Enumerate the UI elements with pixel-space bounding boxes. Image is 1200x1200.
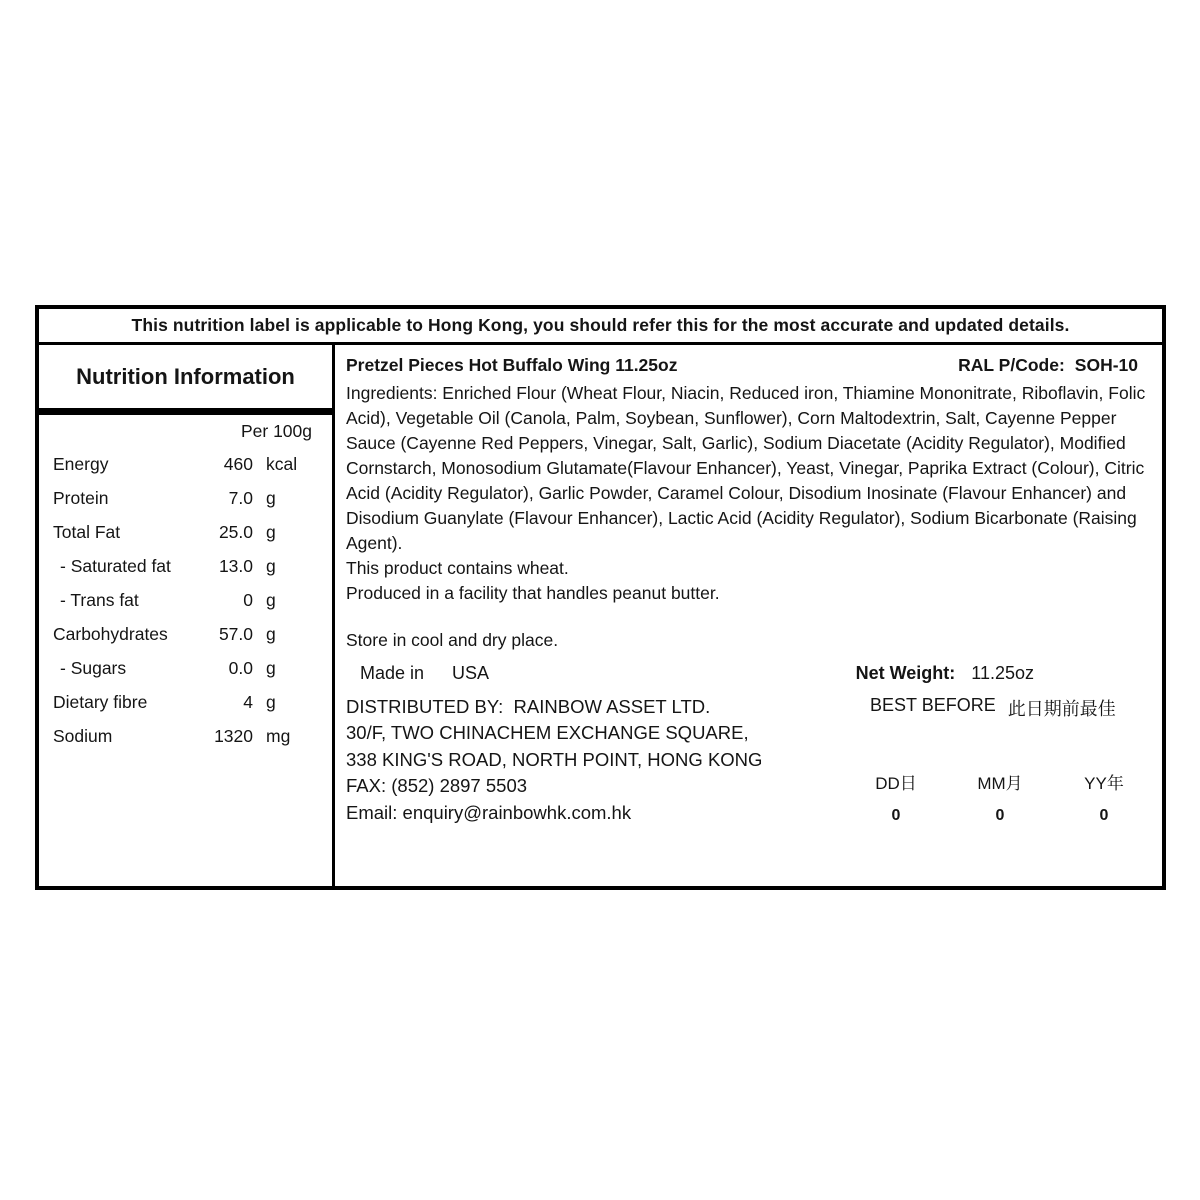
distributor-line: FAX: (852) 2897 5503	[346, 775, 528, 797]
nutrient-value: 460	[223, 453, 253, 474]
date-value-mm: 0	[995, 807, 1005, 824]
net-weight-label: Net Weight:	[855, 662, 956, 683]
nutrient-value: 25.0	[218, 521, 253, 542]
nutrient-label: - Saturated fat	[60, 555, 171, 576]
nutrient-unit: g	[266, 487, 276, 508]
nutrient-unit: g	[266, 623, 276, 644]
nutrient-label: Carbohydrates	[53, 623, 168, 644]
date-value-yy: 0	[1099, 807, 1109, 824]
best-before-label-zh: 此日期前最佳	[1007, 699, 1116, 719]
nutrient-unit: kcal	[266, 453, 298, 474]
nutrition-table	[39, 415, 332, 753]
product-title-row	[346, 353, 1162, 377]
column-header: Per 100g	[240, 420, 312, 441]
nutrient-unit: mg	[266, 725, 291, 746]
nutrient-value: 4	[243, 691, 253, 712]
table-row	[53, 617, 312, 651]
nutrient-value: 0.0	[228, 657, 253, 678]
date-headers	[844, 769, 1156, 794]
divider-bar	[39, 408, 332, 415]
nutrient-value: 7.0	[228, 487, 253, 508]
nutrient-unit: g	[266, 657, 276, 678]
nutrient-label: Protein	[53, 487, 109, 508]
nutrient-value: 0	[243, 589, 253, 610]
distributor-line: Email: enquiry@rainbowhk.com.hk	[346, 801, 632, 823]
table-row	[53, 515, 312, 549]
nutrient-value: 13.0	[218, 555, 253, 576]
nutrition-label	[35, 305, 1166, 890]
product-code-label: RAL P/Code:	[958, 354, 1065, 375]
product-name: Pretzel Pieces Hot Buffalo Wing 11.25oz	[346, 354, 678, 375]
nutrient-label: - Sugars	[60, 657, 127, 678]
nutrient-unit: g	[266, 521, 276, 542]
product-code	[958, 355, 1138, 376]
nutrient-value: 57.0	[218, 623, 253, 644]
date-header-mm: MM月	[977, 774, 1023, 793]
table-row	[53, 719, 312, 753]
product-info-panel	[335, 345, 1162, 886]
table-row	[53, 447, 312, 481]
nutrient-unit: g	[266, 589, 276, 610]
made-in-value: USA	[452, 662, 490, 683]
nutrition-panel-title: Nutrition Information	[76, 363, 295, 389]
table-row	[53, 583, 312, 617]
ingredients-paragraph: Ingredients: Enriched Flour (Wheat Flour, Niacin, Reduced iron, Thiamine Mononitrate, Riboflavin, Folic Acid), Vegetable Oil (Canola, Palm, Soybean, Sunflower), Corn Maltodextrin, Salt, Cayenne Pepper Sauce (Cayenne Red Peppers, Vinegar, Salt, Garlic), Sodium Diacetate (Acidity Regulator), Modified Cornstarch, Monosodium Glutamate(Flavour Enhancer), Yeast, Vinegar, Paprika Extract (Colour), Citric Acid (Acidity Regulator), Garlic Powder, Caramel Colour, Disodium Inosinate (Flavour Enhancer) and Disodium Guanylate (Flavour Enhancer), Lactic Acid (Acidity Regulator), Sodium Bicarbonate (Raising Agent).	[346, 383, 1146, 553]
allergen-statement	[346, 556, 1162, 606]
banner-text: This nutrition label is applicable to Hong Kong, you should refer this for the most accurate and updated details.	[131, 315, 1070, 335]
best-before-title	[844, 695, 1156, 721]
nutrient-label: Energy	[53, 453, 109, 474]
storage-instruction: Store in cool and dry place.	[346, 630, 559, 650]
nutrient-label: Dietary fibre	[53, 691, 148, 712]
table-row	[53, 481, 312, 515]
net-weight	[856, 663, 1034, 684]
applicability-banner	[39, 309, 1162, 345]
origin-netweight-row	[346, 661, 1162, 685]
net-weight-value: 11.25oz	[971, 662, 1034, 683]
date-values	[844, 807, 1156, 825]
distributor-line: DISTRIBUTED BY: RAINBOW ASSET LTD.	[346, 696, 711, 717]
distributor-line: 30/F, TWO CHINACHEM EXCHANGE SQUARE,	[346, 722, 749, 744]
nutrient-value: 1320	[214, 725, 253, 746]
allergen-line: This product contains wheat.	[346, 558, 569, 578]
table-row	[53, 549, 312, 583]
table-row	[53, 651, 312, 685]
best-before-block	[844, 694, 1162, 826]
made-in-label: Made in	[360, 662, 425, 683]
distributor-block	[346, 694, 844, 826]
nutrient-label: Sodium	[53, 725, 113, 746]
date-header-yy: YY年	[1084, 774, 1124, 793]
label-body	[39, 345, 1162, 886]
distributor-line: 338 KING'S ROAD, NORTH POINT, HONG KONG	[346, 748, 763, 770]
table-row	[53, 685, 312, 719]
product-code-value: SOH-10	[1074, 354, 1138, 375]
date-header-dd: DD日	[875, 774, 917, 793]
nutrient-label: - Trans fat	[60, 589, 139, 610]
best-before-label: BEST BEFORE	[870, 695, 996, 715]
allergen-line: Produced in a facility that handles peanut butter.	[346, 583, 720, 603]
date-value-dd: 0	[891, 807, 901, 824]
nutrient-unit: g	[266, 691, 276, 712]
distributor-bestbefore-row	[346, 694, 1162, 826]
nutrient-unit: g	[266, 555, 276, 576]
nutrient-label: Total Fat	[53, 521, 121, 542]
nutrition-panel	[39, 345, 335, 886]
